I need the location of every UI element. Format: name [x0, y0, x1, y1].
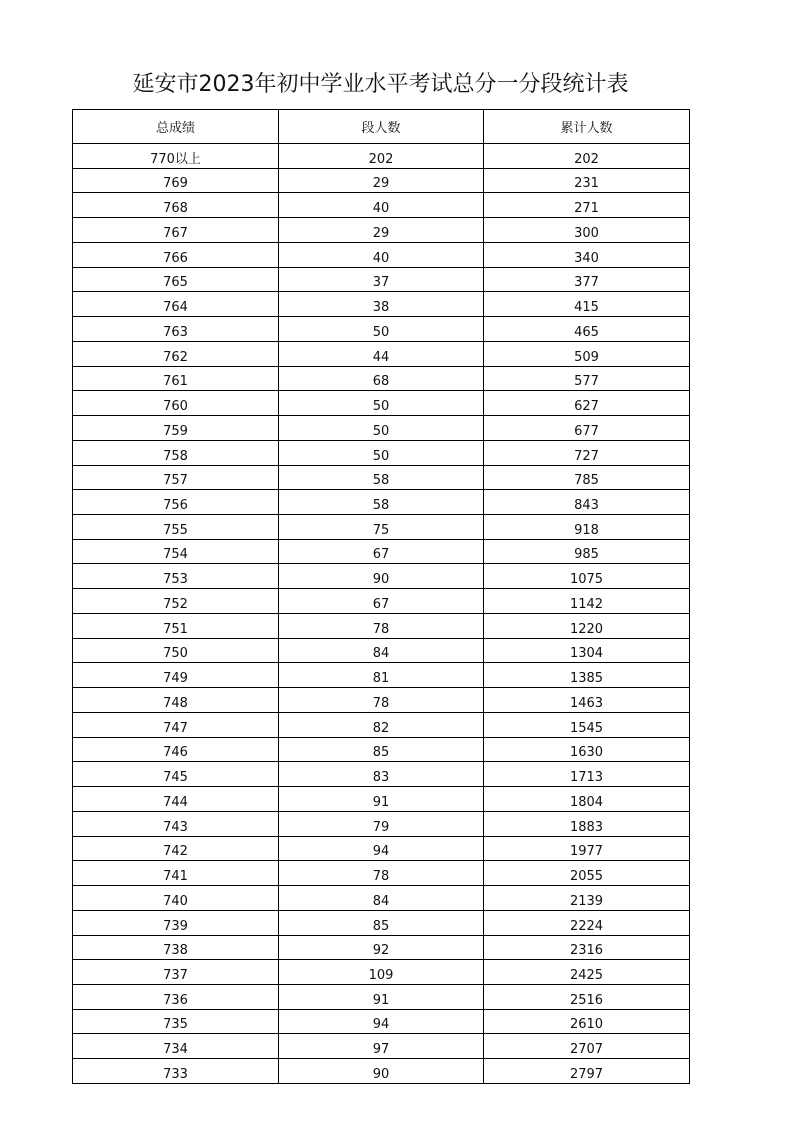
cell-segment-count: 44: [279, 341, 484, 366]
header-total-score: 总成绩: [73, 110, 279, 144]
cell-cumulative-count: 727: [484, 440, 690, 465]
cell-cumulative-count: 1220: [484, 613, 690, 638]
cell-segment-count: 81: [279, 663, 484, 688]
cell-segment-count: 92: [279, 935, 484, 960]
table-row: [73, 490, 690, 515]
cell-cumulative-count: 1713: [484, 762, 690, 787]
cell-total-score: 750: [73, 638, 279, 663]
table-row: [73, 168, 690, 193]
cell-segment-count: 75: [279, 515, 484, 540]
table-row: [73, 440, 690, 465]
table-row: [73, 341, 690, 366]
table-row: [73, 737, 690, 762]
table-row: [73, 317, 690, 342]
cell-total-score: 770以上: [73, 144, 279, 169]
cell-segment-count: 91: [279, 787, 484, 812]
table-row: [73, 811, 690, 836]
table-row: [73, 886, 690, 911]
cell-cumulative-count: 2707: [484, 1034, 690, 1059]
table-row: [73, 242, 690, 267]
cell-total-score: 765: [73, 267, 279, 292]
table-row: [73, 836, 690, 861]
cell-cumulative-count: 1804: [484, 787, 690, 812]
table-row: [73, 1059, 690, 1084]
cell-segment-count: 79: [279, 811, 484, 836]
cell-total-score: 763: [73, 317, 279, 342]
cell-total-score: 764: [73, 292, 279, 317]
cell-cumulative-count: 627: [484, 391, 690, 416]
cell-total-score: 751: [73, 613, 279, 638]
cell-cumulative-count: 202: [484, 144, 690, 169]
cell-segment-count: 68: [279, 366, 484, 391]
cell-cumulative-count: 1304: [484, 638, 690, 663]
cell-cumulative-count: 2224: [484, 910, 690, 935]
table-row: [73, 613, 690, 638]
table-row: [73, 366, 690, 391]
cell-total-score: 739: [73, 910, 279, 935]
table-row: [73, 267, 690, 292]
cell-cumulative-count: 377: [484, 267, 690, 292]
cell-total-score: 756: [73, 490, 279, 515]
cell-total-score: 758: [73, 440, 279, 465]
cell-total-score: 759: [73, 416, 279, 441]
cell-segment-count: 40: [279, 193, 484, 218]
table-row: [73, 762, 690, 787]
cell-segment-count: 85: [279, 910, 484, 935]
cell-segment-count: 50: [279, 317, 484, 342]
cell-segment-count: 40: [279, 242, 484, 267]
cell-segment-count: 78: [279, 861, 484, 886]
cell-total-score: 761: [73, 366, 279, 391]
cell-segment-count: 84: [279, 886, 484, 911]
cell-total-score: 753: [73, 564, 279, 589]
table-row: [73, 465, 690, 490]
cell-cumulative-count: 1075: [484, 564, 690, 589]
cell-segment-count: 78: [279, 688, 484, 713]
score-distribution-table: [72, 109, 690, 1084]
cell-cumulative-count: 2055: [484, 861, 690, 886]
cell-segment-count: 50: [279, 440, 484, 465]
table-row: [73, 984, 690, 1009]
header-segment-count: 段人数: [279, 110, 484, 144]
cell-total-score: 744: [73, 787, 279, 812]
cell-cumulative-count: 271: [484, 193, 690, 218]
cell-segment-count: 67: [279, 589, 484, 614]
cell-cumulative-count: 1385: [484, 663, 690, 688]
cell-cumulative-count: 509: [484, 341, 690, 366]
cell-total-score: 745: [73, 762, 279, 787]
cell-total-score: 752: [73, 589, 279, 614]
table-header: [73, 110, 690, 144]
cell-total-score: 735: [73, 1009, 279, 1034]
cell-total-score: 747: [73, 712, 279, 737]
cell-cumulative-count: 918: [484, 515, 690, 540]
cell-segment-count: 90: [279, 564, 484, 589]
cell-cumulative-count: 231: [484, 168, 690, 193]
cell-cumulative-count: 785: [484, 465, 690, 490]
table-row: [73, 638, 690, 663]
cell-segment-count: 94: [279, 1009, 484, 1034]
table-row: [73, 193, 690, 218]
cell-cumulative-count: 1545: [484, 712, 690, 737]
cell-cumulative-count: 2316: [484, 935, 690, 960]
cell-segment-count: 58: [279, 465, 484, 490]
header-row: [73, 110, 690, 144]
table-row: [73, 218, 690, 243]
cell-cumulative-count: 843: [484, 490, 690, 515]
table-row: [73, 935, 690, 960]
cell-cumulative-count: 1977: [484, 836, 690, 861]
cell-total-score: 769: [73, 168, 279, 193]
cell-segment-count: 37: [279, 267, 484, 292]
cell-segment-count: 50: [279, 416, 484, 441]
cell-segment-count: 38: [279, 292, 484, 317]
cell-total-score: 760: [73, 391, 279, 416]
cell-cumulative-count: 1142: [484, 589, 690, 614]
cell-cumulative-count: 340: [484, 242, 690, 267]
cell-segment-count: 78: [279, 613, 484, 638]
table-row: [73, 564, 690, 589]
cell-segment-count: 67: [279, 539, 484, 564]
table-row: [73, 539, 690, 564]
cell-segment-count: 50: [279, 391, 484, 416]
table-body: [73, 144, 690, 1084]
cell-segment-count: 84: [279, 638, 484, 663]
cell-segment-count: 85: [279, 737, 484, 762]
cell-total-score: 754: [73, 539, 279, 564]
cell-total-score: 743: [73, 811, 279, 836]
cell-total-score: 767: [73, 218, 279, 243]
table-row: [73, 910, 690, 935]
cell-total-score: 766: [73, 242, 279, 267]
table-row: [73, 515, 690, 540]
cell-cumulative-count: 1630: [484, 737, 690, 762]
header-cumulative-count: 累计人数: [484, 110, 690, 144]
cell-segment-count: 83: [279, 762, 484, 787]
table-row: [73, 1034, 690, 1059]
cell-segment-count: 94: [279, 836, 484, 861]
table-row: [73, 416, 690, 441]
cell-total-score: 755: [73, 515, 279, 540]
cell-cumulative-count: 300: [484, 218, 690, 243]
cell-cumulative-count: 2610: [484, 1009, 690, 1034]
cell-total-score: 762: [73, 341, 279, 366]
cell-cumulative-count: 677: [484, 416, 690, 441]
cell-cumulative-count: 2516: [484, 984, 690, 1009]
cell-segment-count: 109: [279, 960, 484, 985]
table-row: [73, 688, 690, 713]
cell-total-score: 736: [73, 984, 279, 1009]
cell-segment-count: 202: [279, 144, 484, 169]
cell-segment-count: 91: [279, 984, 484, 1009]
cell-total-score: 738: [73, 935, 279, 960]
table-row: [73, 663, 690, 688]
table-row: [73, 589, 690, 614]
cell-segment-count: 58: [279, 490, 484, 515]
cell-segment-count: 82: [279, 712, 484, 737]
table-row: [73, 1009, 690, 1034]
cell-cumulative-count: 577: [484, 366, 690, 391]
cell-segment-count: 29: [279, 218, 484, 243]
cell-cumulative-count: 1883: [484, 811, 690, 836]
table-row: [73, 292, 690, 317]
table-row: [73, 787, 690, 812]
cell-total-score: 749: [73, 663, 279, 688]
table-row: [73, 861, 690, 886]
cell-cumulative-count: 2797: [484, 1059, 690, 1084]
cell-cumulative-count: 985: [484, 539, 690, 564]
table-row: [73, 712, 690, 737]
cell-total-score: 737: [73, 960, 279, 985]
cell-total-score: 742: [73, 836, 279, 861]
cell-cumulative-count: 415: [484, 292, 690, 317]
table-row: [73, 391, 690, 416]
cell-total-score: 757: [73, 465, 279, 490]
document-title: 延安市2023年初中学业水平考试总分一分段统计表: [132, 72, 629, 97]
cell-total-score: 740: [73, 886, 279, 911]
cell-total-score: 768: [73, 193, 279, 218]
cell-segment-count: 97: [279, 1034, 484, 1059]
cell-segment-count: 90: [279, 1059, 484, 1084]
cell-cumulative-count: 1463: [484, 688, 690, 713]
table-row: [73, 144, 690, 169]
cell-total-score: 748: [73, 688, 279, 713]
table-row: [73, 960, 690, 985]
cell-cumulative-count: 2425: [484, 960, 690, 985]
cell-total-score: 741: [73, 861, 279, 886]
cell-total-score: 746: [73, 737, 279, 762]
cell-total-score: 734: [73, 1034, 279, 1059]
cell-total-score: 733: [73, 1059, 279, 1084]
cell-cumulative-count: 465: [484, 317, 690, 342]
cell-segment-count: 29: [279, 168, 484, 193]
cell-cumulative-count: 2139: [484, 886, 690, 911]
